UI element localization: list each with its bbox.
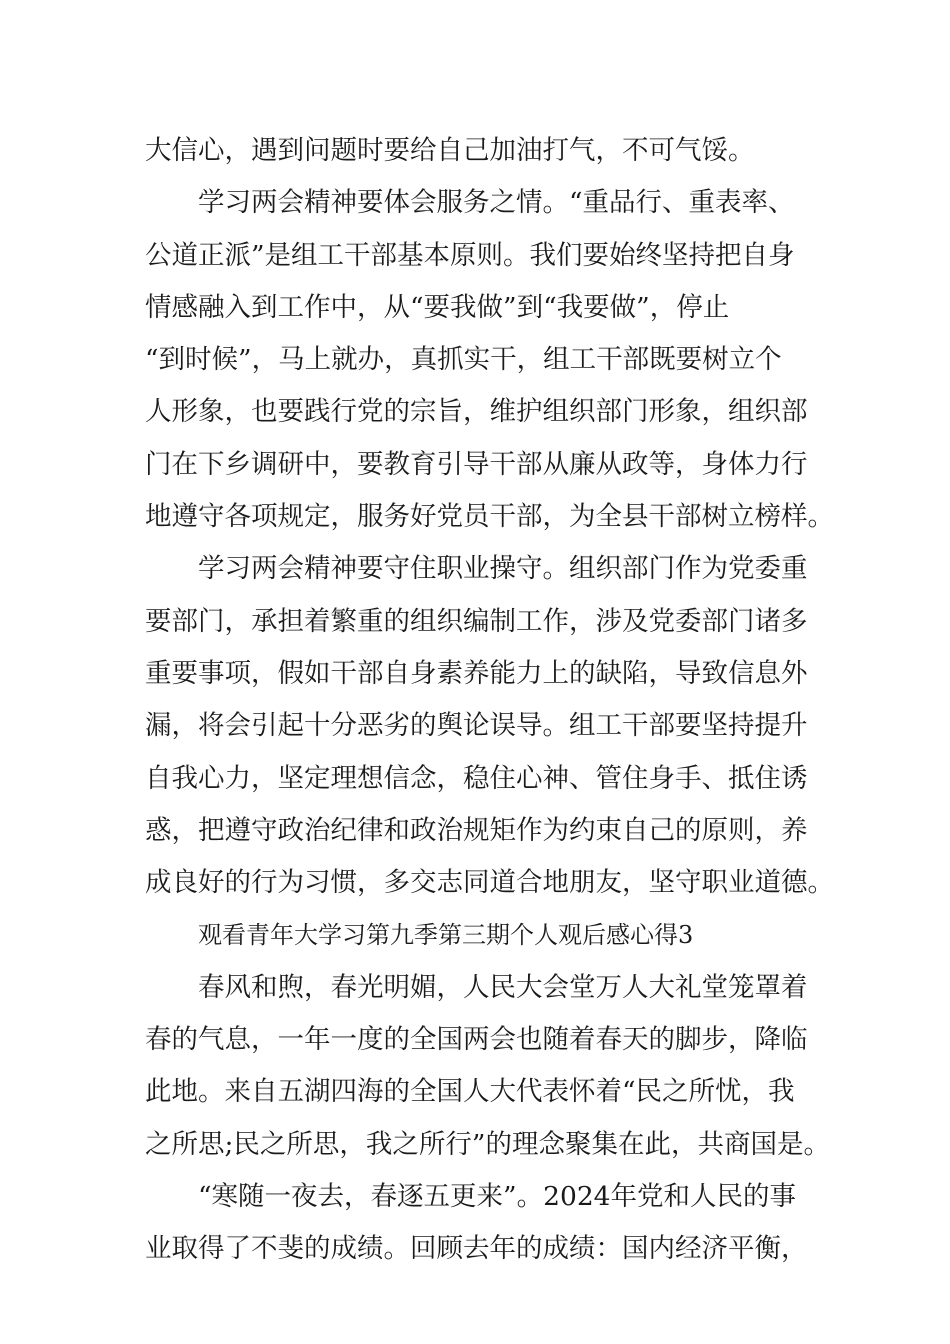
text-line: “寒随一夜去，春逐五更来”。2024年党和人民的事 bbox=[198, 1180, 797, 1212]
text-line: 门在下乡调研中，要教育引导干部从廉从政等，身体力行 bbox=[145, 448, 808, 480]
text-line: 情感融入到工作中，从“要我做”到“我要做”，停止 bbox=[145, 291, 730, 323]
section-heading: 观看青年大学习第九季第三期个人观后感心得3 bbox=[198, 921, 694, 950]
text-line: 公道正派”是组工干部基本原则。我们要始终坚持把自身 bbox=[145, 239, 795, 271]
text-line: 此地。来自五湖四海的全国人大代表怀着“民之所忧，我 bbox=[145, 1076, 795, 1108]
text-line: 春的气息，一年一度的全国两会也随着春天的脚步，降临 bbox=[145, 1024, 808, 1056]
text-line: 业取得了不斐的成绩。回顾去年的成绩：国内经济平衡， bbox=[145, 1233, 808, 1265]
text-line: 春风和煦，春光明媚，人民大会堂万人大礼堂笼罩着 bbox=[198, 971, 808, 1003]
text-line: 大信心，遇到问题时要给自己加油打气，不可气馁。 bbox=[145, 135, 755, 166]
text-line: 漏，将会引起十分恶劣的舆论误导。组工干部要坚持提升 bbox=[145, 710, 808, 742]
text-line: 之所思;民之所思，我之所行”的理念聚集在此，共商国是。 bbox=[145, 1128, 830, 1160]
text-line: 要部门，承担着繁重的组织编制工作，涉及党委部门诸多 bbox=[145, 605, 808, 637]
text-line: 重要事项，假如干部自身素养能力上的缺陷，导致信息外 bbox=[145, 657, 808, 689]
text-line: 惑，把遵守政治纪律和政治规矩作为约束自己的原则，养 bbox=[145, 814, 808, 846]
text-line: “到时候”，马上就办，真抓实干，组工干部既要树立个 bbox=[145, 344, 782, 376]
text-line: 学习两会精神要体会服务之情。“重品行、重表率、 bbox=[198, 187, 795, 219]
document-body bbox=[145, 125, 834, 1276]
text-line: 地遵守各项规定，服务好党员干部，为全县干部树立榜样。 bbox=[145, 501, 834, 533]
text-line: 成良好的行为习惯，多交志同道合地朋友，坚守职业道德。 bbox=[145, 867, 834, 899]
text-line: 自我心力，坚定理想信念，稳住心神、管住身手、抵住诱 bbox=[145, 762, 808, 794]
text-line: 人形象，也要践行党的宗旨，维护组织部门形象，组织部 bbox=[145, 396, 808, 428]
text-line: 学习两会精神要守住职业操守。组织部门作为党委重 bbox=[198, 553, 808, 585]
